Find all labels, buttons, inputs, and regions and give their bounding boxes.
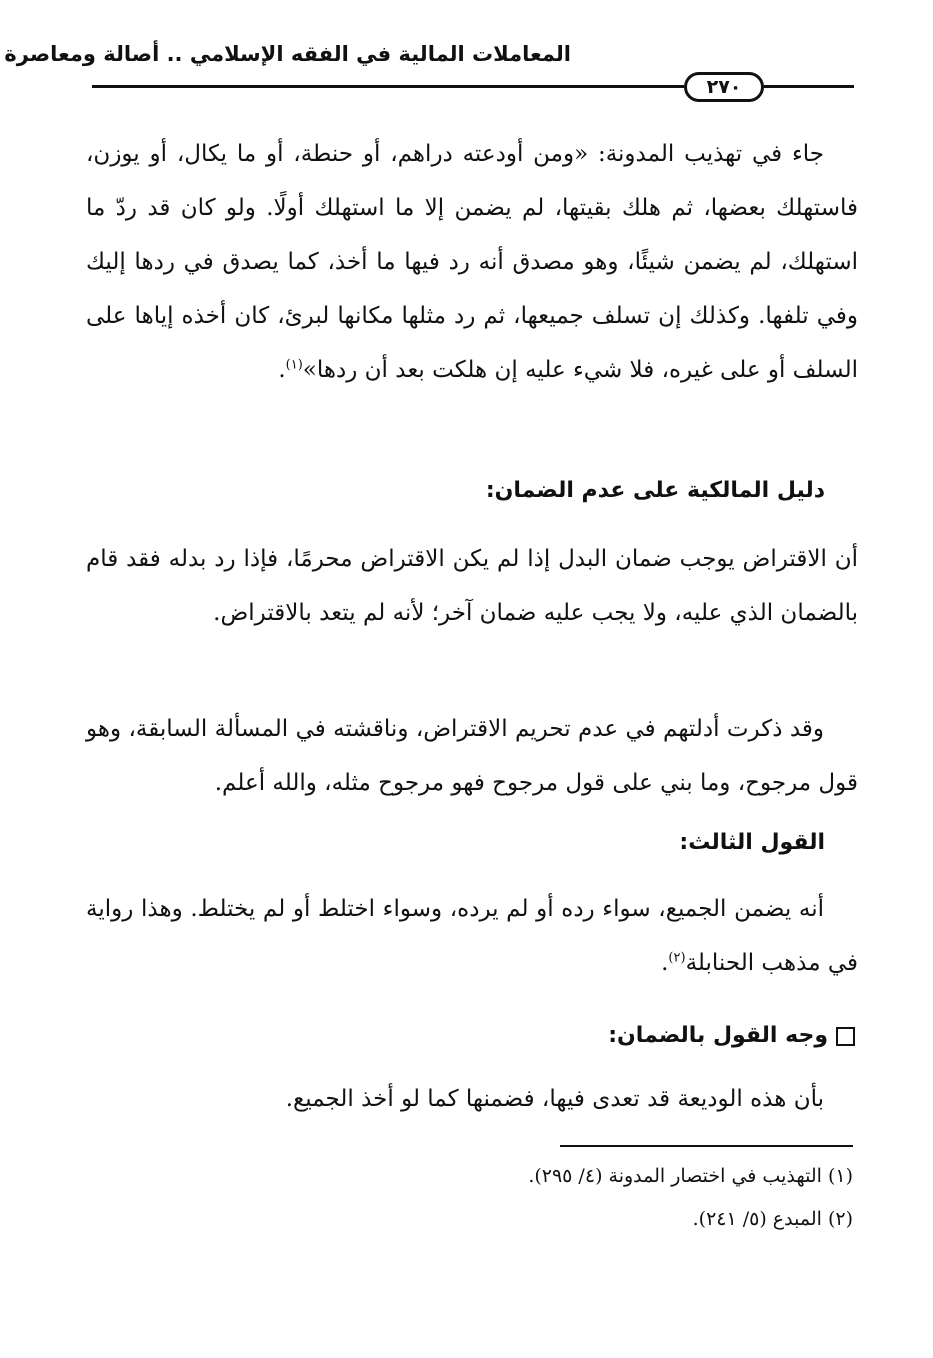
header-rule: [92, 85, 684, 88]
footnote-1: (١) التهذيب في اختصار المدونة (٤/ ٢٩٥).: [528, 1165, 853, 1187]
square-bullet-icon: [836, 1027, 855, 1046]
running-header-title: المعاملات المالية في الفقه الإسلامي .. أصالة ومعاصرة: [4, 42, 571, 66]
paragraph-guarantee-reason: بأن هذه الوديعة قد تعدى فيها، فضمنها كما لو أخذ الجميع.: [285, 1086, 824, 1112]
paragraph-third-opinion: [86, 882, 858, 990]
page-number: ٢٧٠: [684, 72, 764, 102]
heading-maliki-evidence: دليل المالكية على عدم الضمان:: [485, 478, 825, 503]
heading-guarantee-reason: [135, 1023, 855, 1048]
paragraph-quote-end: .: [278, 357, 286, 383]
heading-guarantee-reason-text: وجه القول بالضمان:: [608, 1023, 828, 1048]
paragraph-evidence: أن الاقتراض يوجب ضمان البدل إذا لم يكن الاقتراض محرمًا، فإذا رد بدله فقد قام بالضمان الذي عليه، ولا يجب عليه ضمان آخر؛ لأنه لم يتعد بالاقتراض.: [86, 546, 858, 626]
footnote-2: (٢) المبدع (٥/ ٢٤١).: [692, 1208, 853, 1230]
paragraph-discussion: وقد ذكرت أدلتهم في عدم تحريم الاقتراض، وناقشته في المسألة السابقة، وهو قول مرجوح، وما بني على قول مرجوح فهو مرجوح مثله، والله أعلم.: [86, 716, 858, 796]
header-rule-right: [764, 85, 854, 88]
footnote-ref-1: (١): [285, 357, 303, 373]
paragraph-third-opinion-text: أنه يضمن الجميع، سواء رده أو لم يرده، وسواء اختلط أو لم يختلط. وهذا رواية في مذهب الحنابلة: [86, 896, 858, 976]
paragraph-quote-text: جاء في تهذيب المدونة: «ومن أودعته دراهم، أو حنطة، أو ما يكال، أو يوزن، فاستهلك بعضها، ثم هلك بقيتها، لم يضمن إلا ما استهلك أولًا. ولو كان قد ردّ ما استهلك، لم يضمن شيئًا، وهو مصدق أنه رد فيها ما أخذ، كما يصدق في ردها إليك وفي تلفها. وكذلك إن تسلف جميعها، ثم رد مثلها مكانها لبرئ، كان أخذه إياها على السلف أو على غيره، فلا شيء عليه إن هلكت بعد أن ردها»: [86, 141, 858, 383]
paragraph-third-opinion-end: .: [661, 950, 669, 976]
heading-third-opinion: القول الثالث:: [679, 830, 825, 855]
paragraph-quote: [86, 127, 858, 397]
footnote-separator: [560, 1145, 853, 1147]
footnote-ref-2: (٢): [668, 950, 686, 966]
